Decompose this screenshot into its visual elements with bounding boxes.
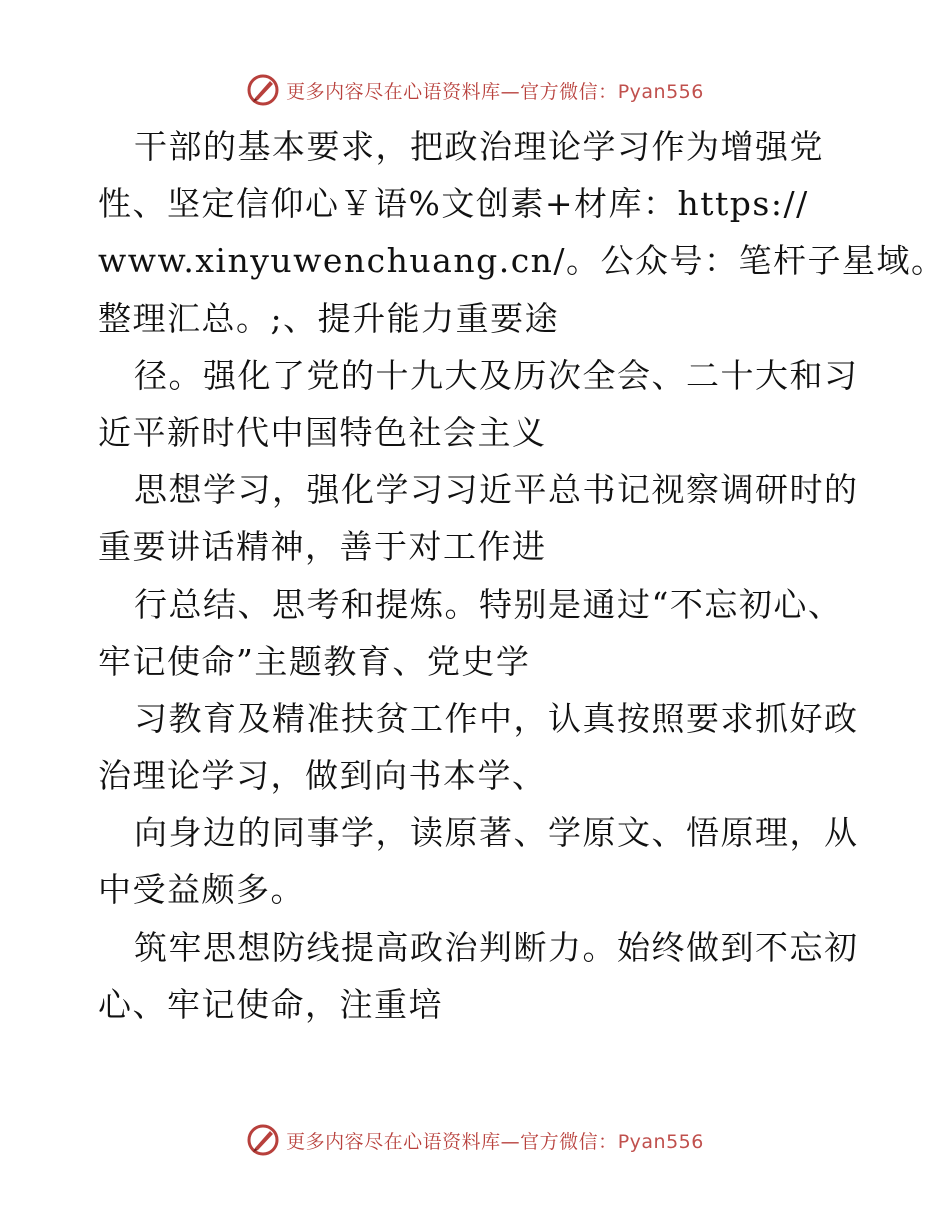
body-line: www.xinyuwenchuang.cn/。公众号：笔杆子星域。 xyxy=(98,241,946,281)
body-line: 向身边的同事学，读原著、学原文、悟原理，从 xyxy=(134,813,859,853)
body-line: 行总结、思考和提炼。特别是通过“不忘初心、 xyxy=(134,584,843,624)
body-line: 习教育及精准扶贫工作中，认真按照要求抓好政 xyxy=(134,698,859,738)
watermark-official-label: 官方微信： xyxy=(520,80,618,103)
body-line: 整理汇总。;、提升能力重要途 xyxy=(98,298,560,338)
body-line: 心、牢记使命，注重培 xyxy=(98,984,443,1024)
footer-watermark xyxy=(0,1120,950,1160)
body-line: 筑牢思想防线提高政治判断力。始终做到不忘初 xyxy=(134,927,859,967)
watermark-separator: — xyxy=(500,80,521,103)
body-line: 中受益颇多。 xyxy=(98,870,305,910)
watermark-site-text: 更多内容尽在心语资料库 xyxy=(286,80,501,103)
body-line: 径。强化了党的十九大及历次全会、二十大和习 xyxy=(134,355,859,395)
pen-logo-icon xyxy=(246,73,280,107)
watermark-site-text: 更多内容尽在心语资料库 xyxy=(286,1130,501,1153)
body-line: 牢记使命”主题教育、党史学 xyxy=(98,641,531,681)
pen-logo-icon xyxy=(246,1123,280,1157)
watermark-text xyxy=(286,1127,704,1154)
body-line: 重要讲话精神，善于对工作进 xyxy=(98,527,547,567)
body-line: 近平新时代中国特色社会主义 xyxy=(98,412,547,452)
watermark-wechat-id: Pyan556 xyxy=(617,80,704,103)
header-watermark xyxy=(0,70,950,110)
watermark-official-label: 官方微信： xyxy=(520,1130,618,1153)
body-line: 性、坚定信仰心￥语%文创素+材库：https:// xyxy=(98,184,809,224)
watermark-separator: — xyxy=(500,1130,521,1153)
watermark-wechat-id: Pyan556 xyxy=(617,1130,704,1153)
body-line: 治理论学习，做到向书本学、 xyxy=(98,756,547,796)
body-line: 干部的基本要求，把政治理论学习作为增强党 xyxy=(134,127,824,166)
body-line: 思想学习，强化学习习近平总书记视察调研时的 xyxy=(134,470,859,510)
document-body xyxy=(98,118,946,1033)
watermark-text xyxy=(286,77,704,104)
